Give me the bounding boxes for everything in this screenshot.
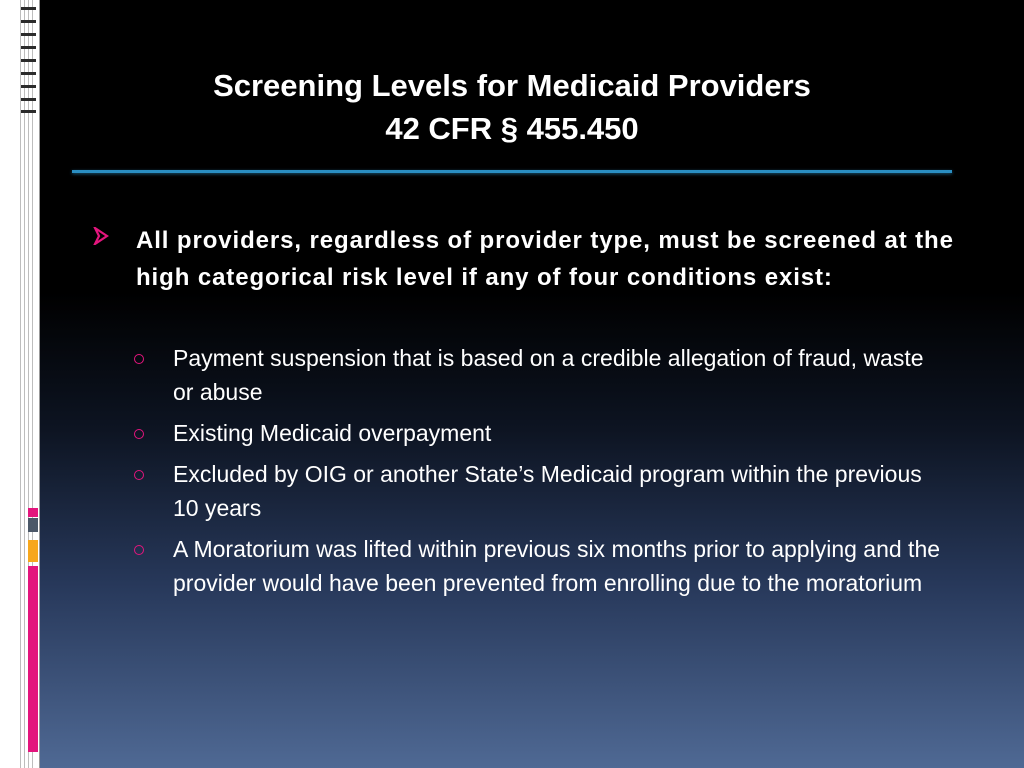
list-item bbox=[130, 457, 950, 525]
accent-bar-pink-long bbox=[28, 566, 38, 752]
title-line-2: 42 CFR § 455.450 bbox=[385, 111, 639, 146]
grid-lines-icon bbox=[21, 7, 36, 113]
list-item bbox=[130, 341, 950, 409]
list-item bbox=[130, 416, 950, 450]
main-bullet-text: All providers, regardless of provider type, must be screened at the high categorical risk level if any of four conditions exist: bbox=[136, 227, 954, 291]
list-item bbox=[130, 532, 950, 600]
accent-bar-slate bbox=[28, 518, 38, 532]
main-bullet bbox=[92, 222, 954, 296]
sub-bullet-text: Excluded by OIG or another State’s Medicaid program within the previous 10 years bbox=[173, 461, 922, 521]
sub-bullet-list bbox=[130, 341, 950, 607]
title-underline bbox=[72, 170, 952, 173]
circle-bullet-icon bbox=[134, 354, 144, 364]
decorative-sidebar bbox=[0, 0, 40, 768]
sub-bullet-text: Payment suspension that is based on a credible allegation of fraud, waste or abuse bbox=[173, 345, 924, 405]
accent-bar-orange bbox=[28, 540, 38, 562]
slide-title bbox=[60, 64, 964, 150]
arrow-right-icon bbox=[92, 227, 110, 245]
sub-bullet-text: Existing Medicaid overpayment bbox=[173, 420, 492, 446]
circle-bullet-icon bbox=[134, 470, 144, 480]
sub-bullet-text: A Moratorium was lifted within previous six months prior to applying and the provider would have been prevented from enrolling due to the moratorium bbox=[173, 536, 941, 596]
circle-bullet-icon bbox=[134, 545, 144, 555]
circle-bullet-icon bbox=[134, 429, 144, 439]
accent-bar-pink-small bbox=[28, 508, 38, 517]
title-line-1: Screening Levels for Medicaid Providers bbox=[213, 68, 811, 103]
